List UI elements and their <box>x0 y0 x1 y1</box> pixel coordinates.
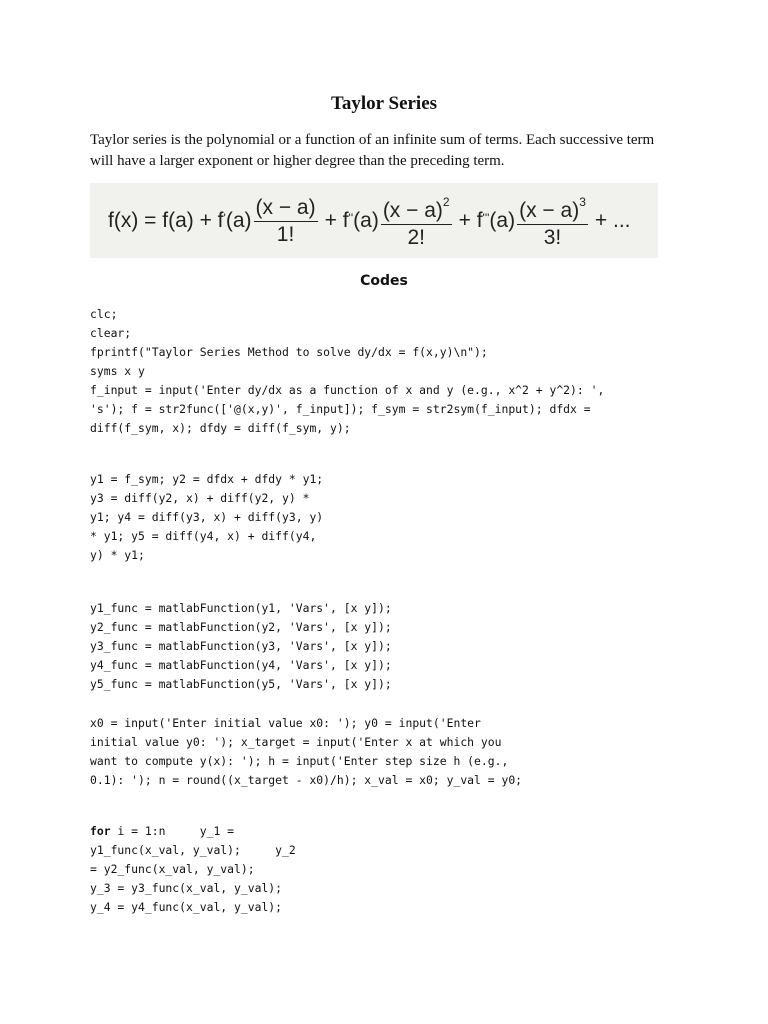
formula-fraction-2 <box>381 193 452 250</box>
formula-plus-2: + f <box>324 209 349 232</box>
code-block-functions: y1_func = matlabFunction(y1, 'Vars', [x y]); y2_func = matlabFunction(y2, 'Vars', [x y]); y3_func = matlabFunction(y3, 'Vars', [x y]); y4_func = matlabFunction(y4, 'Vars', [x y]); y5_func = matlabFunction(y5, 'Vars', [x y]); <box>90 601 392 691</box>
formula-numerator-2: $(x - a)^2$ <box>381 193 452 225</box>
formula-lhs: f(x) = f(a) + f <box>108 209 224 232</box>
formula-prime-2: '' <box>348 211 354 225</box>
for-keyword: for <box>90 824 111 838</box>
formula-term-2-arg: (a) <box>353 209 379 232</box>
formula-prime-3: ''' <box>482 211 490 225</box>
formula-denominator-3: 3! <box>543 225 562 249</box>
formula-denominator-1: 1! <box>276 222 295 246</box>
intro-paragraph: Taylor series is the polynomial or a function of an infinite sum of terms. Each successive term will have a larger exponent or higher degree than the preceding term. <box>90 132 655 169</box>
formula-term-1-arg: (a) <box>225 209 252 232</box>
taylor-formula-box <box>90 183 658 258</box>
formula-term-3-arg: (a) <box>489 209 516 232</box>
codes-heading: Codes <box>360 273 408 289</box>
formula-numerator-1: (x − a) <box>254 196 318 222</box>
loop-body: i = 1:n y_1 = y1_func(x_val, y_val); y_2 = y2_func(x_val, y_val); y_3 = y3_func(x_val, y_val); y_4 = y4_func(x_val, y_val); <box>90 824 296 914</box>
code-block-inputs: x0 = input('Enter initial value x0: '); y0 = input('Enter initial value y0: '); x_target = input('Enter x at which you want to compute y(x): '); h = input('Enter step size h (e.g., 0.1): '); n = round((x_target - x0)/h); x_val = x0; y_val = y0; <box>90 716 523 787</box>
formula-numerator-3: $(x - a)^3$ <box>517 193 588 225</box>
formula-prime-1: ' <box>223 211 226 225</box>
code-block-setup: clc; clear; fprintf("Taylor Series Method to solve dy/dx = f(x,y)\n"); syms x y f_input = input('Enter dy/dx as a function of x and y (e.g., x^2 + y^2): ', 's'); f = str2func(['@(x,y)', f_input]); f_sym = str2sym(f_input); dfdx = diff(f_sym, x); dfdy = diff(f_sym, y); <box>90 307 605 435</box>
page-title: Taylor Series <box>330 93 438 114</box>
code-block-loop <box>90 822 296 917</box>
code-block-derivatives: y1 = f_sym; y2 = dfdx + dfdy * y1; y3 = diff(y2, x) + diff(y2, y) * y1; y4 = diff(y3, x) + diff(y3, y) * y1; y5 = diff(y4, x) + diff(y4, y) * y1; <box>90 472 324 562</box>
formula-exponent-2: 2 <box>442 194 450 209</box>
formula-fraction-1 <box>254 196 318 247</box>
formula-denominator-2: 2! <box>407 225 425 249</box>
taylor-formula <box>108 193 631 249</box>
formula-tail: + ... <box>594 209 631 232</box>
formula-fraction-3 <box>517 193 588 250</box>
formula-plus-3: + f <box>458 209 483 232</box>
formula-exponent-3: 3 <box>579 194 586 209</box>
